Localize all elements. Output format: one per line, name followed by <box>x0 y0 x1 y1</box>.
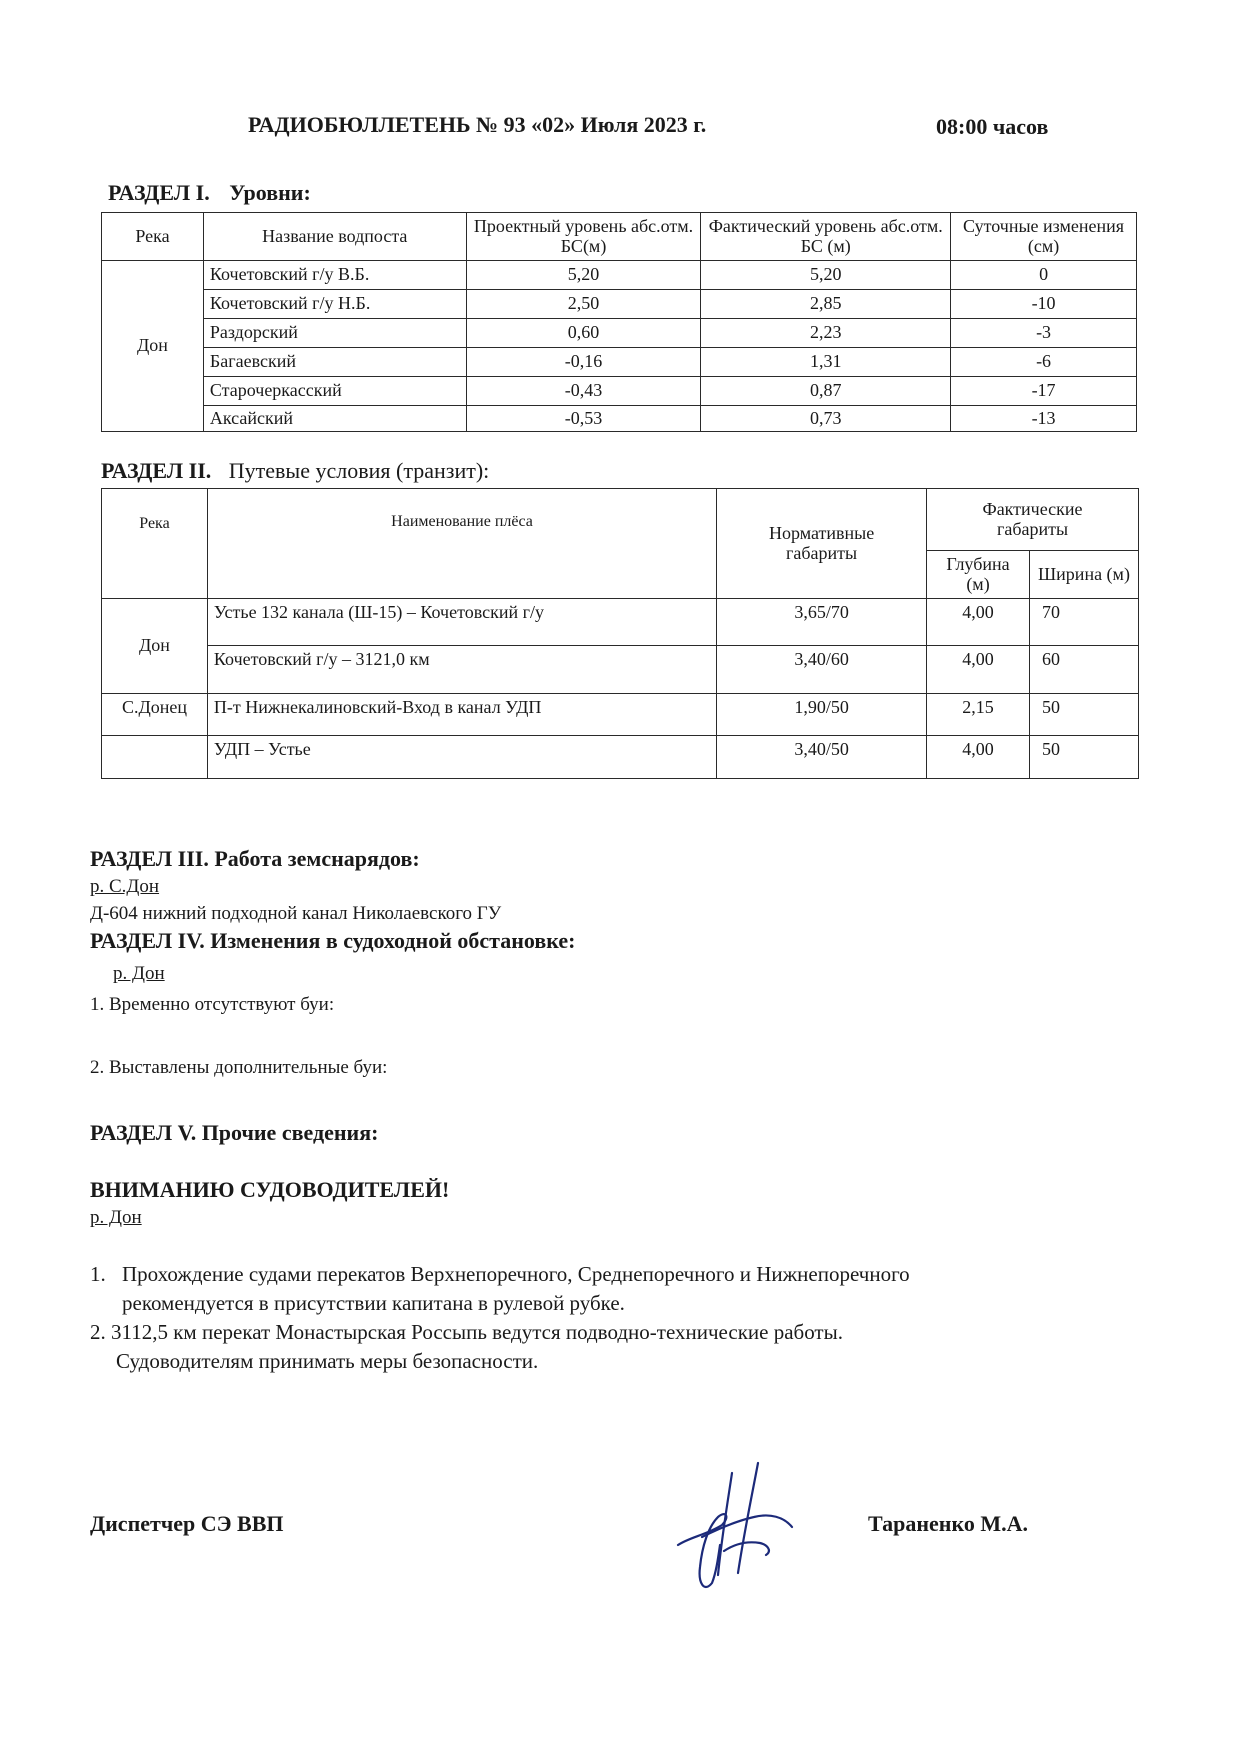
attention-item1-line1: Прохождение судами перекатов Верхнепоречного, Среднепоречного и Нижнепоречного <box>122 1262 910 1286</box>
signature-image <box>660 1455 810 1605</box>
section2-title: Путевые условия (транзит): <box>228 458 490 483</box>
levels-table <box>101 212 1137 432</box>
col-post: Название водпоста <box>203 213 466 261</box>
section3-text: Д-604 нижний подходной канал Николаевского ГУ <box>90 903 502 924</box>
normative-cell: 1,90/50 <box>717 694 927 736</box>
width-cell: 50 <box>1029 694 1138 736</box>
river-cell: С.Донец <box>102 694 208 736</box>
bulletin-time: 08:00 часов <box>936 114 1049 139</box>
stretch-cell: УДП – Устье <box>207 736 716 779</box>
col-stretch: Наименование плёса <box>207 489 716 599</box>
stretch-cell: Кочетовский г/у – 3121,0 км <box>207 646 716 694</box>
col-normative: Нормативные габариты <box>717 489 927 599</box>
col-design-level: Проектный уровень абс.отм. БС(м) <box>466 213 701 261</box>
change-cell: -10 <box>951 290 1137 319</box>
col-actual-level: Фактический уровень абс.отм. БС (м) <box>701 213 951 261</box>
table-row <box>102 290 1137 319</box>
width-cell: 50 <box>1029 736 1138 779</box>
attention-item2-line1: 2. 3112,5 км перекат Монастырская Россыпь ведутся подводно-технические работы. <box>90 1320 843 1344</box>
post-cell: Багаевский <box>203 348 466 377</box>
post-cell: Аксайский <box>203 406 466 432</box>
design-cell: -0,43 <box>466 377 701 406</box>
width-cell: 70 <box>1029 599 1138 646</box>
col-daily-change: Суточные изменения (см) <box>951 213 1137 261</box>
transit-header-row <box>102 489 1139 551</box>
change-cell: -3 <box>951 319 1137 348</box>
post-cell: Раздорский <box>203 319 466 348</box>
attention-title: ВНИМАНИЮ СУДОВОДИТЕЛЕЙ! <box>90 1177 450 1202</box>
stretch-cell: Устье 132 канала (Ш-15) – Кочетовский г/у <box>207 599 716 646</box>
attention-item2-line2: Судоводителям принимать меры безопасности. <box>116 1349 539 1373</box>
depth-cell: 4,00 <box>927 599 1030 646</box>
table-row <box>102 406 1137 432</box>
table-row <box>102 646 1139 694</box>
change-cell: -13 <box>951 406 1137 432</box>
dispatcher-position: Диспетчер СЭ ВВП <box>90 1511 284 1536</box>
river-cell: Дон <box>102 599 208 694</box>
section2-heading <box>101 458 489 484</box>
section5-title: РАЗДЕЛ V. Прочие сведения: <box>90 1120 379 1145</box>
col-river: Река <box>102 489 208 599</box>
normative-cell: 3,40/50 <box>717 736 927 779</box>
table-row <box>102 599 1139 646</box>
design-cell: -0,16 <box>466 348 701 377</box>
section3-title: РАЗДЕЛ III. Работа земснарядов: <box>90 846 420 871</box>
table-row <box>102 377 1137 406</box>
attention-river: р. Дон <box>90 1207 142 1228</box>
col-actual: Фактические габариты <box>927 489 1139 551</box>
river-cell-empty <box>102 736 208 779</box>
post-cell: Кочетовский г/у В.Б. <box>203 261 466 290</box>
table-row <box>102 319 1137 348</box>
actual-cell: 0,73 <box>701 406 951 432</box>
col-depth: Глубина (м) <box>927 551 1030 599</box>
bulletin-title: РАДИОБЮЛЛЕТЕНЬ № 93 «02» Июля 2023 г. <box>248 112 707 137</box>
section4-title: РАЗДЕЛ IV. Изменения в судоходной обстановке: <box>90 928 576 953</box>
section1-title: Уровни: <box>229 180 311 205</box>
section2-label: РАЗДЕЛ II. <box>101 458 212 483</box>
actual-cell: 0,87 <box>701 377 951 406</box>
levels-header-row <box>102 213 1137 261</box>
attention-item1-num: 1. <box>90 1262 106 1286</box>
section4-item2: 2. Выставлены дополнительные буи: <box>90 1057 388 1078</box>
depth-cell: 4,00 <box>927 646 1030 694</box>
section1-heading <box>108 180 311 206</box>
normative-cell: 3,65/70 <box>717 599 927 646</box>
col-river: Река <box>102 213 204 261</box>
depth-cell: 2,15 <box>927 694 1030 736</box>
section4-river: р. Дон <box>113 963 165 984</box>
actual-cell: 2,85 <box>701 290 951 319</box>
post-cell: Кочетовский г/у Н.Б. <box>203 290 466 319</box>
actual-cell: 2,23 <box>701 319 951 348</box>
change-cell: -6 <box>951 348 1137 377</box>
design-cell: 2,50 <box>466 290 701 319</box>
section1-label: РАЗДЕЛ I. <box>108 180 210 205</box>
river-cell: Дон <box>102 261 204 432</box>
table-row <box>102 261 1137 290</box>
signature-stroke <box>724 1542 769 1555</box>
change-cell: -17 <box>951 377 1137 406</box>
actual-cell: 1,31 <box>701 348 951 377</box>
normative-cell: 3,40/60 <box>717 646 927 694</box>
post-cell: Старочеркасский <box>203 377 466 406</box>
table-row <box>102 694 1139 736</box>
attention-item1-line2: рекомендуется в присутствии капитана в рулевой рубке. <box>122 1291 625 1315</box>
change-cell: 0 <box>951 261 1137 290</box>
design-cell: -0,53 <box>466 406 701 432</box>
table-row <box>102 736 1139 779</box>
section4-item1: 1. Временно отсутствуют буи: <box>90 994 335 1015</box>
actual-cell: 5,20 <box>701 261 951 290</box>
dispatcher-name: Тараненко М.А. <box>868 1511 1029 1536</box>
section3-river: р. С.Дон <box>90 876 160 897</box>
transit-table <box>101 488 1139 779</box>
col-width: Ширина (м) <box>1029 551 1138 599</box>
width-cell: 60 <box>1029 646 1138 694</box>
depth-cell: 4,00 <box>927 736 1030 779</box>
signature-stroke <box>678 1514 726 1587</box>
stretch-cell: П-т Нижнекалиновский-Вход в канал УДП <box>207 694 716 736</box>
design-cell: 0,60 <box>466 319 701 348</box>
table-row <box>102 348 1137 377</box>
design-cell: 5,20 <box>466 261 701 290</box>
